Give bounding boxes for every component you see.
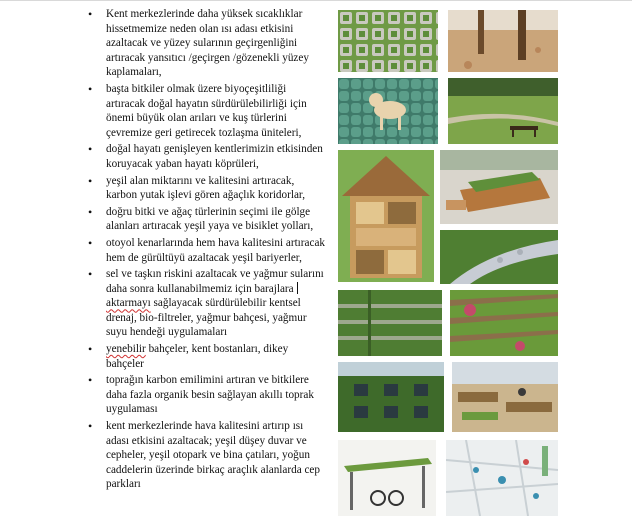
park-bench-lawn-photo — [448, 78, 558, 144]
bullet-list — [86, 7, 326, 494]
text-cursor — [297, 282, 298, 294]
bullet-item-8 — [86, 342, 326, 371]
bullet-item-1: • Kent merkezlerinde daha yüksek sıcaklıklar hissetmemize neden olan ısı adası etkisini azaltacak ve yüzey sularının geçirgenliğini artıracak yansıtıcı /geçirgen /gözenekli yüzey kaplamaları, — [86, 7, 326, 80]
spellcheck-word: yenebilir — [106, 343, 146, 356]
bullet-item-4: • yeşil alan miktarını ve kalitesini artıracak, karbon yutak işlevi gören ağaçlık koridorlar, — [86, 174, 326, 203]
community-garden-photo — [452, 362, 558, 432]
top-rule — [0, 0, 632, 1]
bullet-item-9: • toprağın karbon emilimini artıran ve bitkilere daha fazla organik besin sağlayan akıllı toprak uygulaması — [86, 373, 326, 417]
spellcheck-word: aktarmayı — [106, 297, 151, 310]
city-map-photo — [446, 440, 558, 516]
bullet-item-6: • otoyol kenarlarında hem hava kalitesini artıracak hem de gürültüyü azaltacak yeşil bariyerler, — [86, 236, 326, 265]
insect-hotel-photo — [338, 150, 434, 282]
terraced-slope-photo — [338, 290, 442, 356]
bullet-item-7 — [86, 267, 326, 340]
porous-ground-tree-photo — [448, 10, 558, 72]
dog-on-paving-photo — [338, 78, 438, 144]
bullet-item-2: • başta bitkiler olmak üzere biyoçeşitliliği artıracak doğal hayatın sürdürülebilirliği için önemi büyük olan arıları ve kuş türlerini çevremize geri getirecek tozlaşma üniteleri, — [86, 82, 326, 140]
text-run: sağlayacak sürdürülebilir kentsel drenaj, bio-filtreler, yağmur bahçesi, yağmur suyu hendeği uygulamaları — [106, 297, 307, 339]
green-terraces-photo — [450, 290, 558, 356]
permeable-paving-photo — [338, 10, 438, 72]
green-facade-photo — [338, 362, 444, 432]
rain-garden-photo — [440, 230, 558, 284]
text-run: sel ve taşkın riskini azaltacak ve yağmur sularını daha sonra kullanabilmemiz için barajlara — [106, 268, 324, 295]
bullet-item-5: • doğru bitki ve ağaç türlerinin seçimi ile gölge alanları artıracak yeşil yaya ve bisiklet yolları, — [86, 205, 326, 234]
wooden-planter-photo — [440, 150, 558, 224]
bullet-item-3: • doğal hayatı genişleyen kentlerimizin etkisinden koruyacak yaban hayatı köprüleri, — [86, 142, 326, 171]
bullet-item-10: • kent merkezlerinde hava kalitesini artırıp ısı adası etkisini azaltacak; yeşil düşey duvar ve cepheler, yeşil otopark ve bina çatıları, yoğun caddelerin üzerinde birkaç araçlık alanlarda cep parkları — [86, 419, 326, 492]
green-roof-bike-shelter-photo — [338, 440, 436, 516]
text-run: bahçeler, kent bostanları, dikey bahçeler — [106, 343, 289, 370]
